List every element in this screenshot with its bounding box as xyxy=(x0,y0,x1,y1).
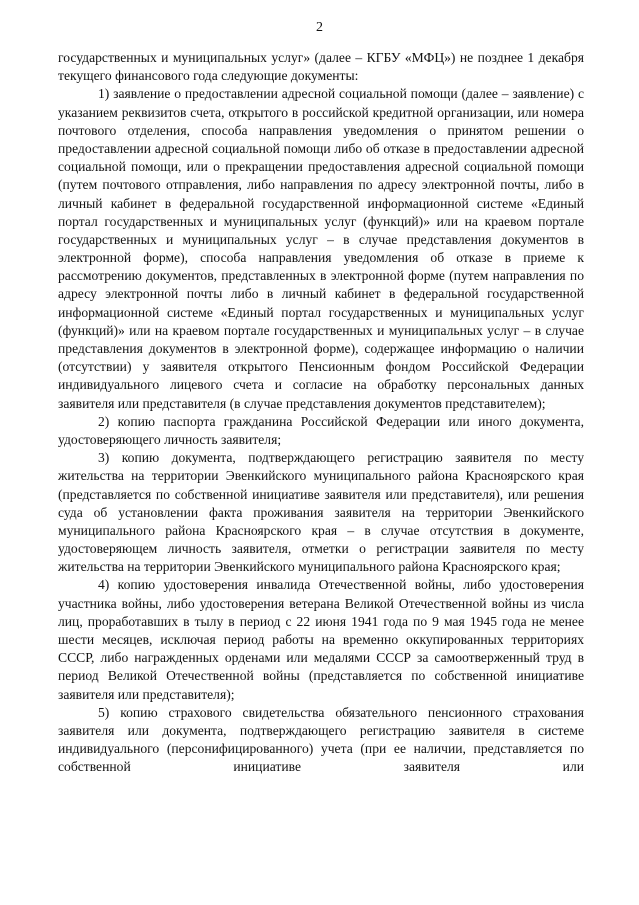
list-item-4-war-veteran-certificate: 4) копию удостоверения инвалида Отечественной войны, либо удостоверения участника войны, либо удостоверения ветерана Великой Отечественной войны из числа лиц, проработавших в тылу в период с 22 июня 1941 года по 9 мая 1945 года не менее шести месяцев, исключая период работы на временно оккупированных территориях СССР, либо награжденных орденами или медалями СССР за самоотверженный труд в период Великой Отечественной войны (представляется по собственной инициативе заявителя или представителя); xyxy=(58,577,584,702)
list-item-2-passport-copy: 2) копию паспорта гражданина Российской Федерации или иного документа, удостоверяющего личность заявителя; xyxy=(58,413,584,447)
page-number: 2 xyxy=(316,20,323,35)
list-item-5-insurance-certificate: 5) копию страхового свидетельства обязательного пенсионного страхования заявителя или документа, подтверждающего регистрацию заявителя в системе индивидуального (персонифицированного) учета (при ее наличии, представляется по собственной инициативе заявителя или xyxy=(58,704,584,775)
intro-paragraph: государственных и муниципальных услуг» (далее – КГБУ «МФЦ») не позднее 1 декабря текущего финансового года следующие документы: xyxy=(58,50,584,84)
document-body xyxy=(58,49,584,777)
list-item-3-registration-copy: 3) копию документа, подтверждающего регистрацию заявителя по месту жительства на территории Эвенкийского муниципального района Красноярского края (представляется по собственной инициативе заявителя или представителя), или решения суда об установлении факта проживания заявителя на территории Эвенкийского муниципального района Красноярского края – в случае отсутствия в документе, удостоверяющем личность заявителя, отметки о регистрации заявителя по месту жительства на территории Эвенкийского муниципального района Красноярского края; xyxy=(58,450,584,575)
list-item-1-application: 1) заявление о предоставлении адресной социальной помощи (далее – заявление) с указанием реквизитов счета, открытого в российской кредитной организации, или номера почтового отделения, способа направления уведомления о принятом решении о предоставлении адресной социальной помощи либо об отказе в предоставлении адресной социальной помощи, или о прекращении предоставления адресной социальной помощи (путем почтового отправления, либо направления по адресу электронной почты, либо в личный кабинет в федеральной государственной информационной системе «Единый портал государственных и муниципальных услуг (функций)» или на краевом портале государственных и муниципальных услуг – в случае представления документов в электронной форме), способа направления уведомления об отказе в приеме к рассмотрению документов, представленных в электронной форме (путем направления по адресу электронной почты либо в личный кабинет в федеральной государственной информационной системе «Единый портал государственных и муниципальных услуг (функций)» или на краевом портале государственных и муниципальных услуг – в случае представления документов в электронной форме), содержащее информацию о наличии (отсутствии) у заявителя открытого Пенсионным фондом Российской Федерации индивидуального лицевого счета и согласие на обработку персональных данных заявителя или представителя (в случае представления документов представителем); xyxy=(58,86,584,411)
